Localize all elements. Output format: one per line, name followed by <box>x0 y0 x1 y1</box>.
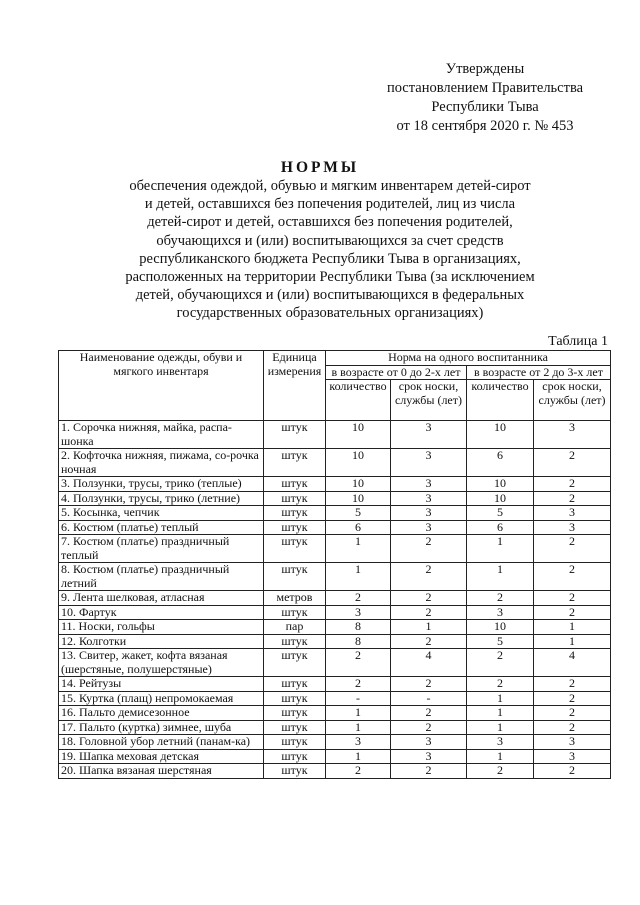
term-2-3-cell: 1 <box>534 634 611 649</box>
unit-cell: штук <box>264 706 326 721</box>
header-qty: количество <box>326 380 391 421</box>
table-row <box>59 677 611 692</box>
unit-cell: штук <box>264 605 326 620</box>
unit-cell: штук <box>264 477 326 492</box>
term-2-3-cell: 3 <box>534 506 611 521</box>
qty-2-3-cell: 5 <box>467 506 534 521</box>
unit-cell: штук <box>264 563 326 591</box>
unit-cell: штук <box>264 634 326 649</box>
subtitle-line: детей, обучающихся и (или) воспитывающихся в федеральных <box>135 287 525 304</box>
term-0-2-cell: 3 <box>391 449 467 477</box>
term-0-2-cell: 2 <box>391 764 467 779</box>
unit-cell: штук <box>264 764 326 779</box>
qty-0-2-cell: 3 <box>326 735 391 750</box>
item-name-cell: 16. Пальто демисезонное <box>59 706 264 721</box>
table-row <box>59 649 611 677</box>
qty-0-2-cell: 8 <box>326 634 391 649</box>
qty-0-2-cell: 2 <box>326 591 391 606</box>
unit-cell: штук <box>264 520 326 535</box>
term-2-3-cell: 3 <box>534 421 611 449</box>
table-row <box>59 506 611 521</box>
term-2-3-cell: 2 <box>534 677 611 692</box>
unit-cell: штук <box>264 449 326 477</box>
header-age-0-2: в возрасте от 0 до 2-х лет <box>326 365 467 380</box>
norms-table <box>58 350 611 779</box>
header-name: Наименование одежды, обуви и мягкого инвентаря <box>59 351 264 421</box>
item-name-cell: 2. Кофточка нижняя, пижама, со-рочка ночная <box>59 449 264 477</box>
term-2-3-cell: 2 <box>534 591 611 606</box>
header-qty: количество <box>467 380 534 421</box>
qty-2-3-cell: 6 <box>467 449 534 477</box>
qty-0-2-cell: 1 <box>326 749 391 764</box>
term-0-2-cell: 3 <box>391 735 467 750</box>
term-0-2-cell: 2 <box>391 634 467 649</box>
table-row <box>59 749 611 764</box>
unit-cell: штук <box>264 506 326 521</box>
subtitle-line: обеспечения одеждой, обувью и мягким инвентарем детей-сирот <box>129 178 531 194</box>
table-row <box>59 421 611 449</box>
term-0-2-cell: 2 <box>391 720 467 735</box>
qty-2-3-cell: 1 <box>467 563 534 591</box>
term-0-2-cell: 1 <box>391 620 467 635</box>
term-0-2-cell: 3 <box>391 491 467 506</box>
term-2-3-cell: 2 <box>534 449 611 477</box>
table-row <box>59 634 611 649</box>
table-body <box>59 421 611 779</box>
unit-cell: штук <box>264 749 326 764</box>
table-row <box>59 764 611 779</box>
subtitle-line: детей-сирот и детей, оставшихся без попечения родителей, <box>147 214 513 231</box>
unit-cell: штук <box>264 735 326 750</box>
qty-0-2-cell: 6 <box>326 520 391 535</box>
qty-2-3-cell: 10 <box>467 491 534 506</box>
qty-2-3-cell: 1 <box>467 535 534 563</box>
qty-2-3-cell: 10 <box>467 477 534 492</box>
term-0-2-cell: 2 <box>391 605 467 620</box>
term-0-2-cell: 3 <box>391 520 467 535</box>
term-0-2-cell: 3 <box>391 477 467 492</box>
qty-2-3-cell: 3 <box>467 605 534 620</box>
document-title: НОРМЫ <box>280 159 360 176</box>
approval-block <box>360 60 610 136</box>
term-2-3-cell: 3 <box>534 735 611 750</box>
table-row <box>59 491 611 506</box>
table-row <box>59 535 611 563</box>
header-term: срок носки, службы (лет) <box>534 380 611 421</box>
qty-2-3-cell: 1 <box>467 691 534 706</box>
term-2-3-cell: 1 <box>534 620 611 635</box>
term-2-3-cell: 2 <box>534 691 611 706</box>
term-2-3-cell: 2 <box>534 535 611 563</box>
term-2-3-cell: 2 <box>534 764 611 779</box>
header-term: срок носки, службы (лет) <box>391 380 467 421</box>
item-name-cell: 8. Костюм (платье) праздничный летний <box>59 563 264 591</box>
item-name-cell: 12. Колготки <box>59 634 264 649</box>
qty-2-3-cell: 2 <box>467 649 534 677</box>
unit-cell: штук <box>264 677 326 692</box>
unit-cell: пар <box>264 620 326 635</box>
item-name-cell: 15. Куртка (плащ) непромокаемая <box>59 691 264 706</box>
item-name-cell: 3. Ползунки, трусы, трико (теплые) <box>59 477 264 492</box>
item-name-cell: 13. Свитер, жакет, кофта вязаная (шерстяные, полушерстяные) <box>59 649 264 677</box>
term-2-3-cell: 2 <box>534 706 611 721</box>
unit-cell: штук <box>264 691 326 706</box>
table-row <box>59 520 611 535</box>
term-2-3-cell: 2 <box>534 720 611 735</box>
qty-0-2-cell: 8 <box>326 620 391 635</box>
term-0-2-cell: 4 <box>391 649 467 677</box>
subtitle-line: обучающихся и (или) воспитывающихся за счет средств <box>156 232 504 249</box>
table-row <box>59 591 611 606</box>
approval-date-line: от 18 сентября 2020 г. № 453 <box>396 118 574 134</box>
term-0-2-cell: - <box>391 691 467 706</box>
term-2-3-cell: 4 <box>534 649 611 677</box>
header-norm: Норма на одного воспитанника <box>326 351 611 366</box>
subtitle-line: расположенных на территории Республики Тыва (за исключением <box>125 269 535 286</box>
qty-0-2-cell: 2 <box>326 764 391 779</box>
subtitle-line: республиканского бюджета Республики Тыва в организациях, <box>139 250 521 267</box>
qty-0-2-cell: 1 <box>326 563 391 591</box>
subtitle-line: государственных образовательных организациях) <box>176 305 484 322</box>
table-row <box>59 735 611 750</box>
term-0-2-cell: 2 <box>391 677 467 692</box>
item-name-cell: 11. Носки, гольфы <box>59 620 264 635</box>
term-0-2-cell: 2 <box>391 591 467 606</box>
table-row <box>59 620 611 635</box>
qty-0-2-cell: 10 <box>326 477 391 492</box>
table-row <box>59 563 611 591</box>
term-0-2-cell: 3 <box>391 506 467 521</box>
item-name-cell: 20. Шапка вязаная шерстяная <box>59 764 264 779</box>
qty-0-2-cell: 1 <box>326 706 391 721</box>
table-row <box>59 449 611 477</box>
qty-2-3-cell: 3 <box>467 735 534 750</box>
document-subtitle <box>80 177 580 323</box>
term-0-2-cell: 3 <box>391 421 467 449</box>
approval-line: Утверждены <box>445 61 525 77</box>
unit-cell: штук <box>264 535 326 563</box>
qty-2-3-cell: 5 <box>467 634 534 649</box>
item-name-cell: 4. Ползунки, трусы, трико (летние) <box>59 491 264 506</box>
item-name-cell: 17. Пальто (куртка) зимнее, шуба <box>59 720 264 735</box>
term-2-3-cell: 2 <box>534 491 611 506</box>
qty-0-2-cell: 10 <box>326 449 391 477</box>
unit-cell: штук <box>264 421 326 449</box>
term-2-3-cell: 2 <box>534 563 611 591</box>
approval-line: Республики Тыва <box>431 99 539 115</box>
term-0-2-cell: 2 <box>391 535 467 563</box>
approval-line: постановлением Правительства <box>386 80 584 96</box>
qty-2-3-cell: 6 <box>467 520 534 535</box>
unit-cell: штук <box>264 649 326 677</box>
table-row <box>59 691 611 706</box>
table-row <box>59 477 611 492</box>
item-name-cell: 1. Сорочка нижняя, майка, распа-шонка <box>59 421 264 449</box>
table-label: Таблица 1 <box>548 334 608 349</box>
term-2-3-cell: 3 <box>534 749 611 764</box>
qty-0-2-cell: 10 <box>326 421 391 449</box>
qty-0-2-cell: 5 <box>326 506 391 521</box>
table-row <box>59 605 611 620</box>
qty-0-2-cell: - <box>326 691 391 706</box>
term-2-3-cell: 3 <box>534 520 611 535</box>
header-unit: Единица измерения <box>264 351 326 421</box>
item-name-cell: 6. Костюм (платье) теплый <box>59 520 264 535</box>
qty-2-3-cell: 2 <box>467 591 534 606</box>
qty-0-2-cell: 2 <box>326 649 391 677</box>
item-name-cell: 19. Шапка меховая детская <box>59 749 264 764</box>
term-0-2-cell: 2 <box>391 706 467 721</box>
table-row <box>59 720 611 735</box>
qty-2-3-cell: 2 <box>467 764 534 779</box>
qty-0-2-cell: 1 <box>326 535 391 563</box>
table-header-row <box>59 351 611 366</box>
qty-2-3-cell: 1 <box>467 720 534 735</box>
item-name-cell: 7. Костюм (платье) праздничный теплый <box>59 535 264 563</box>
qty-2-3-cell: 1 <box>467 706 534 721</box>
qty-2-3-cell: 10 <box>467 620 534 635</box>
item-name-cell: 9. Лента шелковая, атласная <box>59 591 264 606</box>
term-0-2-cell: 3 <box>391 749 467 764</box>
qty-0-2-cell: 10 <box>326 491 391 506</box>
qty-0-2-cell: 2 <box>326 677 391 692</box>
subtitle-line: и детей, оставшихся без попечения родителей, лиц из числа <box>144 196 516 213</box>
qty-0-2-cell: 1 <box>326 720 391 735</box>
term-2-3-cell: 2 <box>534 477 611 492</box>
unit-cell: штук <box>264 491 326 506</box>
unit-cell: метров <box>264 591 326 606</box>
qty-2-3-cell: 1 <box>467 749 534 764</box>
item-name-cell: 5. Косынка, чепчик <box>59 506 264 521</box>
term-2-3-cell: 2 <box>534 605 611 620</box>
qty-2-3-cell: 10 <box>467 421 534 449</box>
unit-cell: штук <box>264 720 326 735</box>
header-age-2-3: в возрасте от 2 до 3-х лет <box>467 365 611 380</box>
qty-2-3-cell: 2 <box>467 677 534 692</box>
term-0-2-cell: 2 <box>391 563 467 591</box>
item-name-cell: 10. Фартук <box>59 605 264 620</box>
item-name-cell: 18. Головной убор летний (панам-ка) <box>59 735 264 750</box>
table-row <box>59 706 611 721</box>
item-name-cell: 14. Рейтузы <box>59 677 264 692</box>
qty-0-2-cell: 3 <box>326 605 391 620</box>
